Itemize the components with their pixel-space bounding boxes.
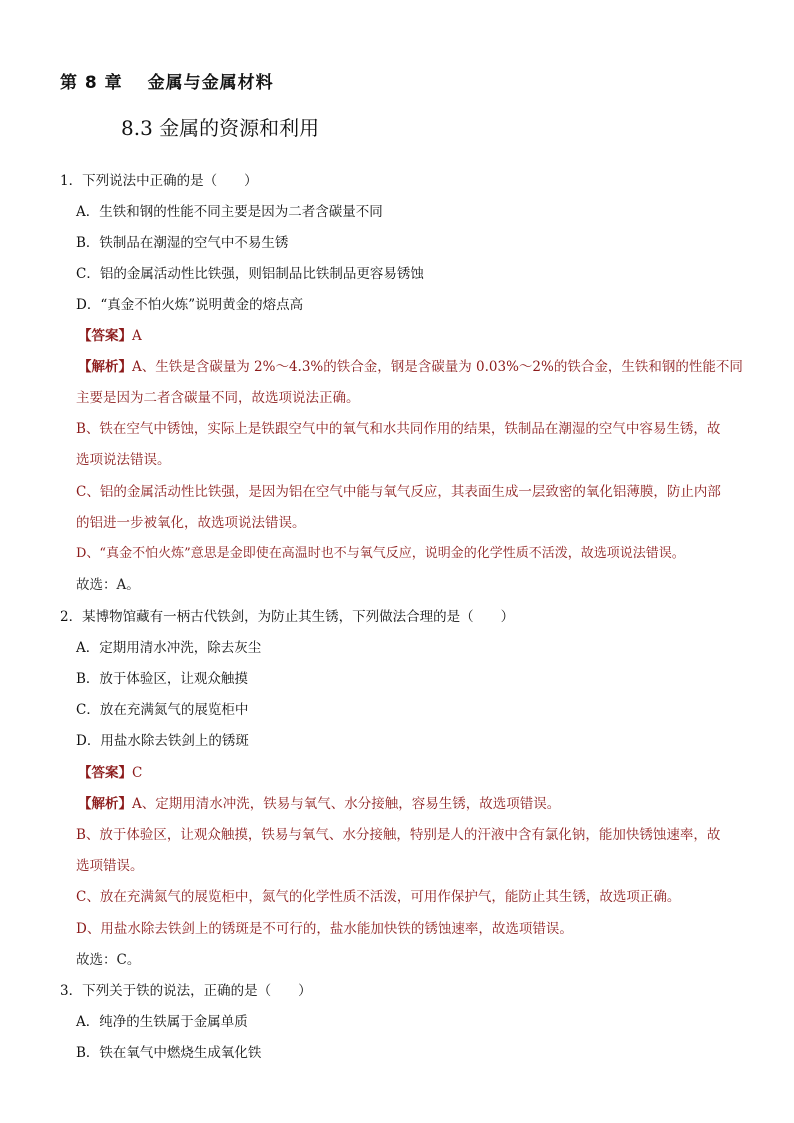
question-1-analysis-c-line-2: 的铝进一步被氧化，故选项说法错误。 xyxy=(76,515,306,531)
question-2-option-a: A．定期用清水冲洗，除去灰尘 xyxy=(76,640,262,656)
question-2-analysis-c: C、放在充满氮气的展览柜中，氮气的化学性质不活泼，可用作保护气，能防止其生锈，故选项正确。 xyxy=(76,889,681,905)
question-1-choice: 故选：A。 xyxy=(76,577,140,593)
question-2-stem: 2．某博物馆藏有一柄古代铁剑，为防止其生锈，下列做法合理的是（ ） xyxy=(60,609,515,625)
question-1-option-c: C．铝的金属活动性比铁强，则铝制品比铁制品更容易锈蚀 xyxy=(76,266,424,282)
question-3-option-a: A．纯净的生铁属于金属单质 xyxy=(76,1014,248,1030)
question-1-analysis-a-line-1 xyxy=(78,358,743,376)
question-1-analysis-a-line-2: 主要是因为二者含碳量不同，故选项说法正确。 xyxy=(76,390,360,406)
question-1-answer xyxy=(78,327,142,345)
question-2-choice: 故选：C。 xyxy=(76,952,141,968)
question-2-option-d: D．用盐水除去铁剑上的锈斑 xyxy=(76,733,249,749)
question-1-analysis-c-line-1: C、铝的金属活动性比铁强，是因为铝在空气中能与氧气反应，其表面生成一层致密的氧化铝薄膜，防止内部 xyxy=(76,484,721,500)
question-1-option-a: A．生铁和钢的性能不同主要是因为二者含碳量不同 xyxy=(76,204,383,220)
answer-value: C xyxy=(132,765,143,781)
question-2-analysis-b-line-2: 选项错误。 xyxy=(76,858,144,874)
question-1-analysis-b-line-1: B、铁在空气中锈蚀，实际上是铁跟空气中的氧气和水共同作用的结果，铁制品在潮湿的空气中容易生锈，故 xyxy=(76,421,721,437)
answer-tag: 【答案】 xyxy=(78,328,132,344)
question-1-stem: 1．下列说法中正确的是（ ） xyxy=(60,173,258,189)
analysis-text: A、生铁是含碳量为 2%～4.3%的铁合金，钢是含碳量为 0.03%～2%的铁合金，生铁和钢的性能不同 xyxy=(132,359,743,375)
question-2-analysis-a xyxy=(78,795,560,813)
question-1-analysis-d: D、“真金不怕火炼”意思是金即使在高温时也不与氧气反应，说明金的化学性质不活泼，故选项说法错误。 xyxy=(76,546,685,561)
chapter-title: 第 8 章 金属与金属材料 xyxy=(60,73,274,93)
question-2-option-b: B．放于体验区，让观众触摸 xyxy=(76,671,248,687)
question-1-option-b: B．铁制品在潮湿的空气中不易生锈 xyxy=(76,235,289,251)
question-3-option-b: B．铁在氧气中燃烧生成氧化铁 xyxy=(76,1045,262,1061)
question-2-answer xyxy=(78,764,142,782)
question-1-analysis-b-line-2: 选项说法错误。 xyxy=(76,452,171,468)
question-1-option-d: D．“真金不怕火炼”说明黄金的熔点高 xyxy=(76,297,304,313)
section-title: 8.3 金属的资源和利用 xyxy=(121,116,320,140)
answer-tag: 【答案】 xyxy=(78,765,132,781)
question-2-analysis-d: D、用盐水除去铁剑上的锈斑是不可行的，盐水能加快铁的锈蚀速率，故选项错误。 xyxy=(76,921,573,937)
analysis-tag: 【解析】 xyxy=(78,796,132,812)
question-2-option-c: C．放在充满氮气的展览柜中 xyxy=(76,702,249,718)
analysis-tag: 【解析】 xyxy=(78,359,132,375)
analysis-text: A、定期用清水冲洗，铁易与氧气、水分接触，容易生锈，故选项错误。 xyxy=(132,796,561,812)
answer-value: A xyxy=(132,328,142,344)
question-2-analysis-b-line-1: B、放于体验区，让观众触摸，铁易与氧气、水分接触，特别是人的汗液中含有氯化钠，能加快锈蚀速率，故 xyxy=(76,827,721,843)
question-3-stem: 3．下列关于铁的说法，正确的是（ ） xyxy=(60,983,312,999)
